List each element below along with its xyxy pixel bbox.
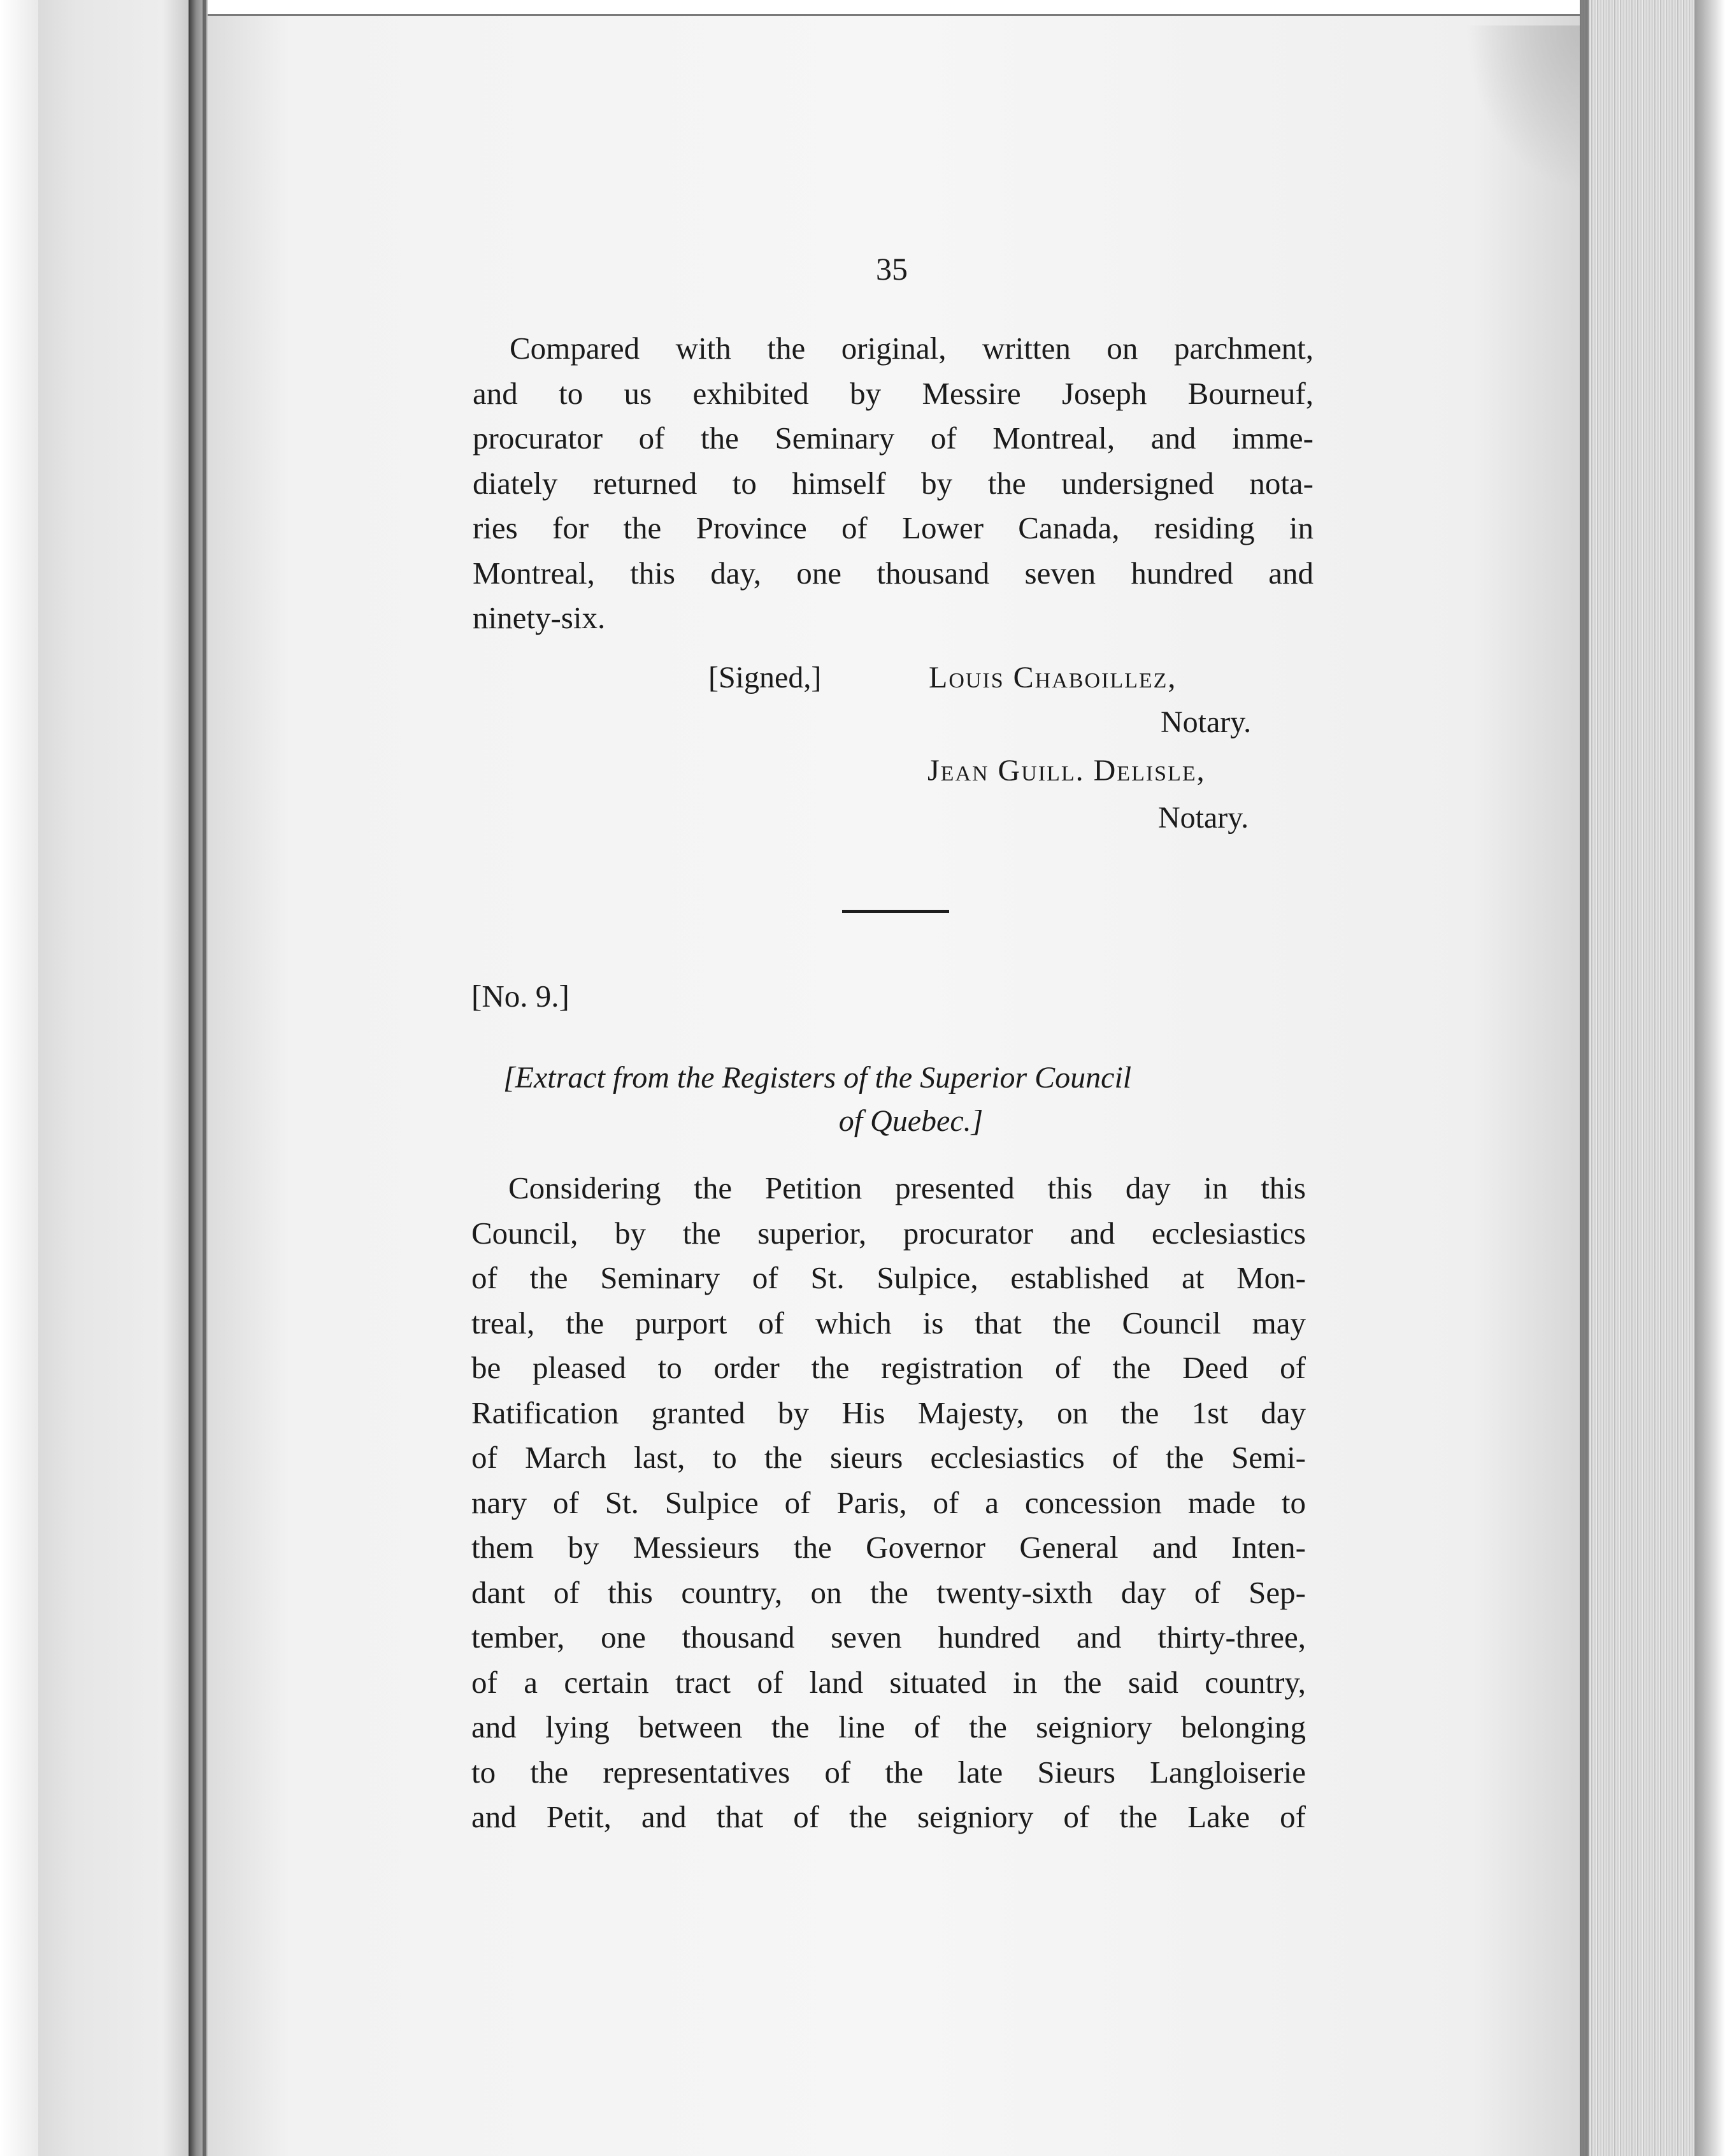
text-line: procurator of the Seminary of Montreal, and imme- bbox=[473, 420, 1313, 456]
text-line: tember, one thousand seven hundred and thirty-three, bbox=[471, 1620, 1306, 1655]
text-line: of a certain tract of land situated in the said country, bbox=[471, 1664, 1306, 1700]
text-line: Compared with the original, written on parchment, bbox=[510, 331, 1313, 366]
notary-name-2: Jean Guill. Delisle, bbox=[927, 754, 1206, 787]
book-spine-line bbox=[203, 0, 206, 2156]
petition-paragraph bbox=[471, 1166, 1306, 1840]
text-line: and to us exhibited by Messire Joseph Bourneuf, bbox=[473, 375, 1313, 411]
text-line: and lying between the line of the seigniory belonging bbox=[471, 1709, 1306, 1744]
text-line: Ratification granted by His Majesty, on the 1st day bbox=[471, 1395, 1306, 1430]
text-line: Montreal, this day, one thousand seven hundred and bbox=[473, 555, 1313, 591]
text-line: be pleased to order the registration of the Deed of bbox=[471, 1350, 1306, 1385]
heading-line: [Extract from the Registers of the Superior Council bbox=[503, 1061, 1132, 1095]
book-spine-shadow bbox=[189, 0, 210, 2156]
text-line: dant of this country, on the twenty-sixth day of Sep- bbox=[471, 1574, 1306, 1610]
signed-label: [Signed,] bbox=[708, 661, 822, 694]
text-line: ninety-six. bbox=[473, 600, 606, 635]
right-scan-margin bbox=[1694, 0, 1725, 2156]
document-number: [No. 9.] bbox=[471, 979, 569, 1014]
document-heading bbox=[503, 1056, 1319, 1143]
text-line: of March last, to the sieurs ecclesiastics of the Semi- bbox=[471, 1440, 1306, 1475]
attestation-paragraph bbox=[473, 326, 1313, 641]
text-line: ries for the Province of Lower Canada, residing in bbox=[473, 510, 1313, 545]
text-line: Council, by the superior, procurator and ecclesiastics bbox=[471, 1215, 1306, 1251]
heading-line: of Quebec.] bbox=[838, 1104, 984, 1138]
text-line: them by Messieurs the Governor General and Inten- bbox=[471, 1530, 1306, 1565]
text-line: diately returned to himself by the undersigned nota- bbox=[473, 465, 1313, 501]
notary-title-2: Notary. bbox=[1158, 801, 1249, 835]
top-scan-margin bbox=[208, 0, 1725, 14]
text-line: nary of St. Sulpice of Paris, of a concession made to bbox=[471, 1484, 1306, 1520]
page-number: 35 bbox=[876, 251, 908, 287]
text-line: treal, the purport of which is that the Council may bbox=[471, 1305, 1306, 1340]
notary-title-1: Notary. bbox=[1161, 705, 1252, 739]
text-line: Considering the Petition presented this day in this bbox=[508, 1170, 1306, 1205]
text-line: and Petit, and that of the seigniory of the Lake of bbox=[471, 1799, 1306, 1834]
page-edge-shadow bbox=[1580, 0, 1589, 2156]
section-divider bbox=[842, 910, 949, 913]
page-corner-shadow bbox=[1465, 25, 1586, 191]
left-page-margin bbox=[0, 0, 38, 2156]
text-line: to the representatives of the late Sieurs Langloiserie bbox=[471, 1754, 1306, 1790]
notary-name-1: Louis Chaboillez, bbox=[929, 661, 1177, 694]
text-line: of the Seminary of St. Sulpice, established at Mon- bbox=[471, 1260, 1306, 1295]
